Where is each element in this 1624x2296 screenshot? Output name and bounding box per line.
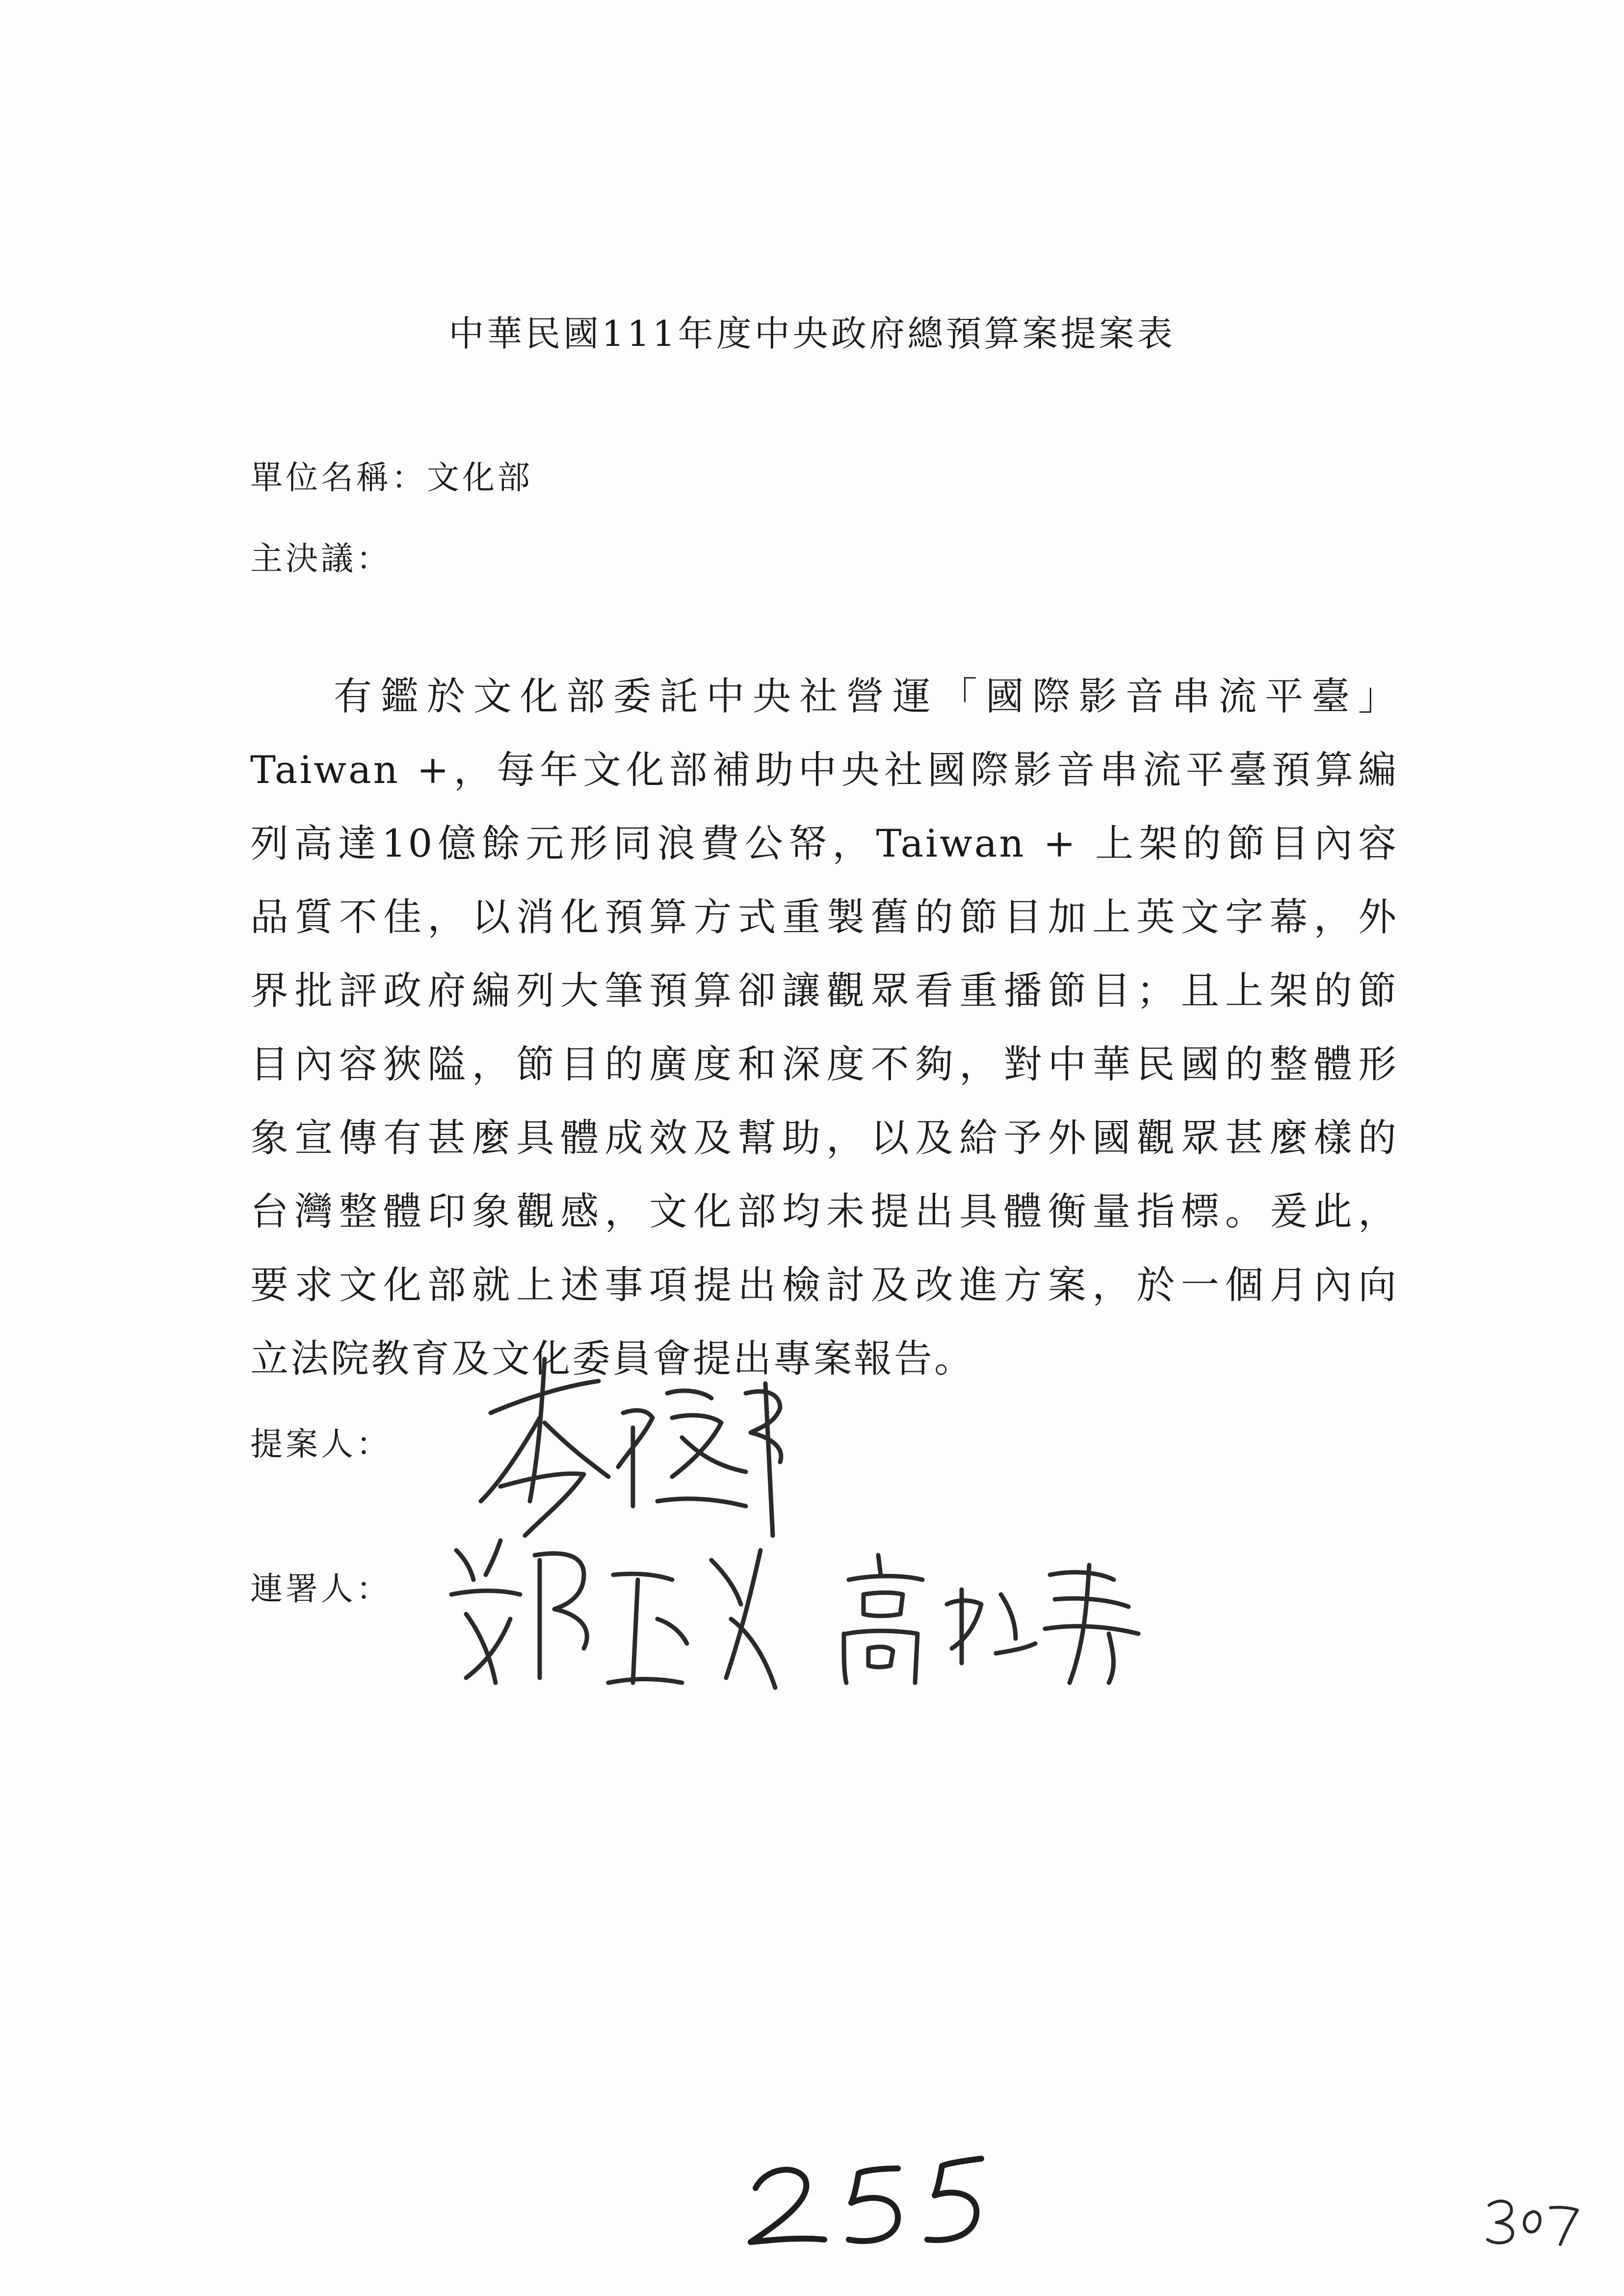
body-line: 界批評政府編列大筆預算卻讓觀眾看重播節目；且上架的節 [250, 969, 1398, 1013]
handwritten-corner-number [1482, 2193, 1580, 2247]
body-line: 有鑑於文化部委託中央社營運「國際影音串流平臺」 [334, 675, 1398, 719]
body-line: 象宣傳有甚麼具體成效及幫助，以及給予外國觀眾甚麼樣的 [250, 1116, 1398, 1160]
body-line: Taiwan +，每年文化部補助中央社國際影音串流平臺預算編 [250, 748, 1398, 792]
main-resolution-label: 主決議： [250, 540, 392, 577]
cosigner-label: 連署人： [250, 1570, 392, 1608]
body-line: 要求文化部就上述事項提出檢討及改進方案，於一個月內向 [250, 1263, 1398, 1307]
resolution-body [250, 660, 1398, 1396]
proposer-label: 提案人： [250, 1425, 392, 1463]
cosigner-signature-1 [437, 1521, 790, 1697]
unit-name: 單位名稱：文化部 [250, 459, 533, 496]
handwritten-page-number [736, 2149, 991, 2257]
body-line: 台灣整體印象觀感，文化部均未提出具體衡量指標。爰此， [250, 1190, 1398, 1234]
body-line: 目內容狹隘，節目的廣度和深度不夠，對中華民國的整體形 [250, 1043, 1398, 1087]
body-line: 列高達10億餘元形同浪費公帑，Taiwan + 上架的節目內容 [250, 822, 1398, 866]
cosigner-signature-2 [834, 1545, 1148, 1693]
body-line: 立法院教育及文化委員會提出專案報告。 [250, 1337, 975, 1381]
body-line: 品質不佳，以消化預算方式重製舊的節目加上英文字幕，外 [250, 895, 1398, 939]
document-title: 中華民國111年度中央政府總預算案提案表 [448, 313, 1176, 354]
proposer-signature [471, 1339, 814, 1545]
